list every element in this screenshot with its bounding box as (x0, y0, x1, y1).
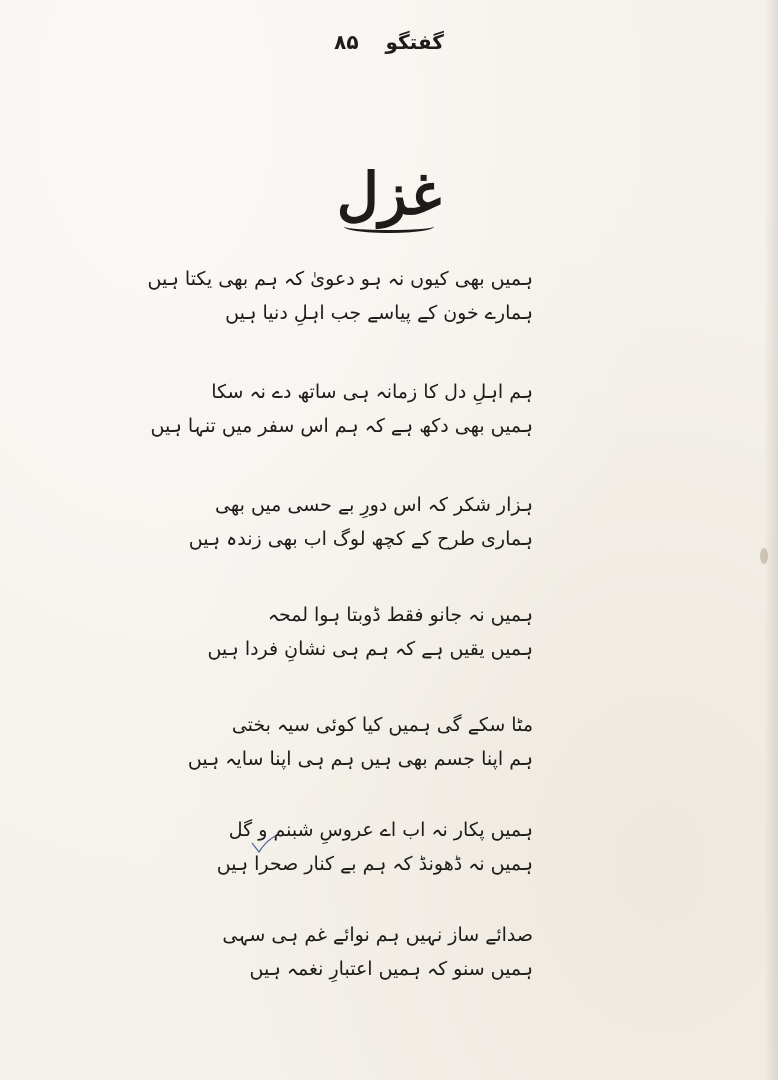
verse-line: ہمیں سنو کہ ہمیں اعتبارِ نغمہ ہیں (249, 958, 533, 980)
verse-line: ہم اہلِ دل کا زمانہ ہی ساتھ دے نہ سکا (211, 381, 533, 403)
verse-line: ہمیں بھی کیوں نہ ہو دعویٰ کہ ہم بھی یکتا ہیں (147, 268, 533, 290)
verse-line: ہمیں نہ ڈھونڈ کہ ہم بے کنار صحرا ہیں (216, 853, 533, 875)
verse-line: صدائے ساز نہیں ہم نوائے غم ہی سہی (222, 924, 533, 946)
couplet-7 (222, 918, 533, 986)
couplet-3 (188, 488, 533, 556)
header-title: گفتگو (385, 30, 444, 54)
verse-line: مٹا سکے گی ہمیں کیا کوئی سیہ بختی (231, 714, 533, 736)
verse-line: ہزار شکر کہ اس دورِ بے حسی میں بھی (215, 494, 533, 516)
couplet-6 (216, 813, 533, 881)
pencil-tick-mark (250, 834, 276, 854)
couplet-5 (187, 708, 533, 776)
page-number: ۸۵ (334, 30, 359, 54)
paper-stain (760, 548, 768, 564)
couplet-1 (147, 262, 533, 330)
verse-line: ہمیں یقیں ہے کہ ہم ہی نشانِ فردا ہیں (207, 638, 533, 660)
couplet-2 (150, 375, 533, 443)
verse-line: ہمیں پکار نہ اب اے عروسِ شبنم و گل (228, 819, 533, 841)
running-header (0, 30, 778, 54)
verse-line: ہم اپنا جسم بھی ہیں ہم ہی اپنا سایہ ہیں (187, 748, 533, 770)
poem-title (0, 160, 778, 233)
couplet-4 (207, 598, 533, 666)
verse-line: ہماری طرح کے کچھ لوگ اب بھی زندہ ہیں (188, 528, 533, 550)
poem-title-text: غزل (336, 160, 442, 228)
verse-line: ہمیں نہ جانو فقط ڈوبتا ہوا لمحہ (267, 604, 533, 626)
verse-line: ہمارے خون کے پیاسے جب اہلِ دنیا ہیں (225, 302, 533, 324)
verse-line: ہمیں بھی دکھ ہے کہ ہم اس سفر میں تنہا ہیں (150, 415, 533, 437)
